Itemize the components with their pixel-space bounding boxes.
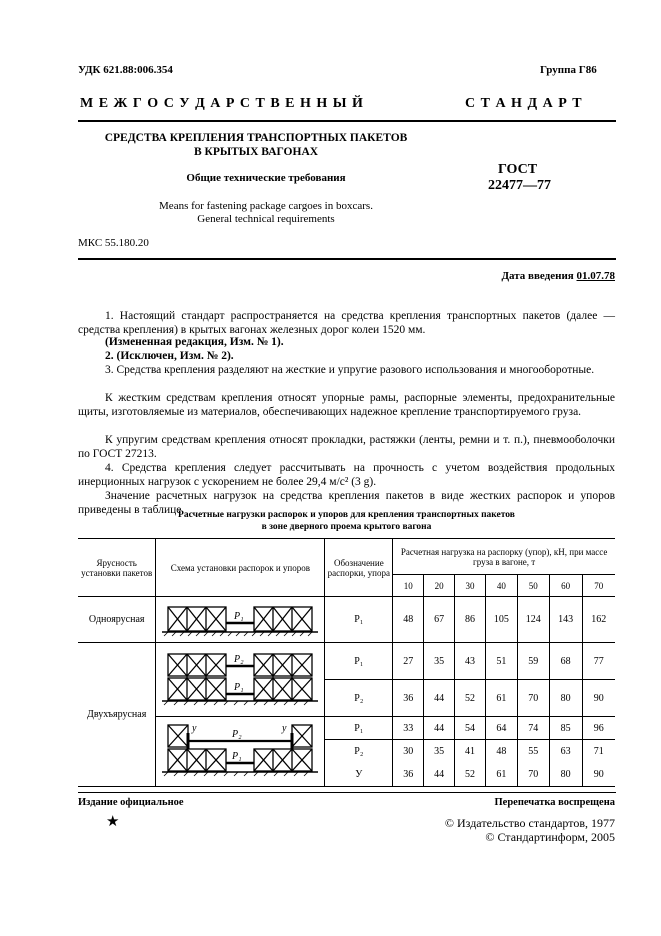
row-6-v40: 61: [485, 763, 517, 786]
row-1-v70: 162: [582, 597, 615, 643]
paragraph-4: К жестким средствам крепления относят упорные рамы, распорные элементы, предохранительные щиты, изготовляемые из материалов, обеспечивающих надежное крепление транспортируемого груза.: [78, 392, 615, 418]
row-5-v30: 41: [455, 740, 486, 763]
label-p1: P₁: [234, 611, 244, 622]
copyright-2: © Стандартинформ, 2005: [485, 830, 615, 844]
row-1-v10: 48: [393, 597, 424, 643]
row-3-v60: 80: [549, 680, 582, 717]
row-1-v20: 67: [424, 597, 455, 643]
banner-left: М Е Ж Г О С У Д А Р С Т В Е Н Н Ы Й: [80, 96, 364, 111]
label-p1: P₁: [234, 681, 244, 693]
row-6-v20: 44: [424, 763, 455, 786]
row-2-label: Р₁: [325, 643, 393, 680]
mks-code: МКС 55.180.20: [78, 237, 149, 249]
row-2-v60: 68: [549, 643, 582, 680]
row-3-v10: 36: [393, 680, 424, 717]
date-label: Дата введения: [501, 270, 574, 282]
title-line2: В КРЫТЫХ ВАГОНАХ: [193, 146, 319, 158]
row-4-label: Р₁: [325, 717, 393, 740]
row-6-v60: 80: [549, 763, 582, 786]
paragraph-1-note: (Измененная редакция, Изм. № 1).: [105, 336, 284, 348]
row-5-label: Р₂: [325, 740, 393, 763]
udk-code: УДК 621.88:006.354: [78, 64, 173, 76]
tier-double: Двухъярусная: [78, 643, 156, 787]
title-rule: [78, 258, 616, 260]
star-icon: ★: [106, 814, 120, 830]
loads-table: [78, 538, 615, 787]
row-1-v40: 105: [485, 597, 517, 643]
label-p2: P₂: [232, 729, 242, 740]
mass-30: 30: [455, 575, 486, 597]
scheme-double-1: [156, 643, 325, 717]
row-3-v40: 61: [485, 680, 517, 717]
row-2-v20: 35: [424, 643, 455, 680]
scheme-double-2: [156, 717, 325, 787]
row-4-v50: 74: [517, 717, 549, 740]
header-tier: Ярусность установки пакетов: [78, 539, 156, 597]
header-load: Расчетная нагрузка на распорку (упор), кН, при массе груза в вагоне, т: [393, 539, 615, 575]
row-4-v40: 64: [485, 717, 517, 740]
title-en1: Means for fastening package cargoes in boxcars.: [159, 200, 373, 212]
title-en2: General technical requirements: [197, 213, 335, 225]
row-3-v20: 44: [424, 680, 455, 717]
mass-70: 70: [582, 575, 615, 597]
scheme-double-1-diagram: [156, 644, 324, 716]
row-6-v10: 36: [393, 763, 424, 786]
table-caption-1: Расчетные нагрузки распорок и упоров для крепления транспортных пакетов: [178, 510, 515, 520]
tier-single: Одноярусная: [78, 597, 156, 643]
title-line1: СРЕДСТВА КРЕПЛЕНИЯ ТРАНСПОРТНЫХ ПАКЕТОВ: [104, 132, 408, 144]
row-4-v20: 44: [424, 717, 455, 740]
row-1-label: Р₁: [325, 597, 393, 643]
row-5-v70: 71: [582, 740, 615, 763]
gost-label: ГОСТ: [498, 162, 538, 177]
row-4-v60: 85: [549, 717, 582, 740]
row-2-v10: 27: [393, 643, 424, 680]
row-5-v40: 48: [485, 740, 517, 763]
row-6-label: У: [325, 763, 393, 786]
paragraph-2: 2. (Исключен, Изм. № 2).: [105, 350, 234, 362]
date-value: 01.07.78: [576, 270, 615, 282]
row-3-v70: 90: [582, 680, 615, 717]
scheme-single-diagram: [156, 597, 324, 642]
row-6-v50: 70: [517, 763, 549, 786]
paragraph-6: 4. Средства крепления следует рассчитывать на прочность с учетом воздействия продольных инерционных нагрузок с ускорением не более 29,4 м/с² (3 g).: [78, 462, 615, 488]
row-3-v30: 52: [455, 680, 486, 717]
paragraph-1: 1. Настоящий стандарт распространяется на средства крепления транспортных пакетов (далее — средства крепления) в крытых вагонах железных дорог колеи 1520 мм.: [78, 310, 615, 336]
effective-date: [400, 270, 615, 282]
row-2-v30: 43: [455, 643, 486, 680]
row-5-v10: 30: [393, 740, 424, 763]
copyright-1: © Издательство стандартов, 1977: [444, 816, 615, 830]
group-code: Группа Г86: [540, 64, 597, 76]
row-5-v60: 63: [549, 740, 582, 763]
row-6-v70: 90: [582, 763, 615, 786]
row-4-v10: 33: [393, 717, 424, 740]
row-4-v70: 96: [582, 717, 615, 740]
row-3-v50: 70: [517, 680, 549, 717]
mass-20: 20: [424, 575, 455, 597]
gost-number: 22477—77: [488, 178, 551, 193]
scheme-double-2-diagram: [156, 717, 324, 786]
mass-10: 10: [393, 575, 424, 597]
footer-rule: [78, 792, 616, 793]
row-6-v30: 52: [455, 763, 486, 786]
title-subtitle: Общие технические требования: [186, 172, 346, 184]
row-3-label: Р₂: [325, 680, 393, 717]
scheme-single: [156, 597, 325, 643]
banner-right: С Т А Н Д А Р Т: [465, 96, 583, 111]
top-rule: [78, 120, 616, 122]
paragraph-5: К упругим средствам крепления относят прокладки, растяжки (ленты, ремни и т. п.), пневмооболочки по ГОСТ 27213.: [78, 434, 615, 460]
table-caption-2: в зоне дверного проема крытого вагона: [261, 522, 432, 532]
header-label: Обозначение распорки, упора: [325, 539, 393, 597]
row-1-v50: 124: [517, 597, 549, 643]
mass-50: 50: [517, 575, 549, 597]
header-scheme: Схема установки распорок и упоров: [156, 539, 325, 597]
row-1-v30: 86: [455, 597, 486, 643]
row-2-v40: 51: [485, 643, 517, 680]
row-5-v20: 35: [424, 740, 455, 763]
official-edition: Издание официальное: [78, 797, 184, 808]
row-4-v30: 54: [455, 717, 486, 740]
label-p2: P₂: [234, 653, 244, 665]
row-5-v50: 55: [517, 740, 549, 763]
row-2-v50: 59: [517, 643, 549, 680]
row-1-v60: 143: [549, 597, 582, 643]
row-2-v70: 77: [582, 643, 615, 680]
mass-40: 40: [485, 575, 517, 597]
label-p1: P₁: [232, 751, 242, 762]
reprint-notice: Перепечатка воспрещена: [494, 797, 615, 808]
label-y-right: y: [282, 723, 287, 734]
label-y-left: y: [192, 723, 197, 734]
mass-60: 60: [549, 575, 582, 597]
paragraph-7: Значение расчетных нагрузок на средства крепления пакетов в виде жестких распорок и упоров приведены в таблице.: [78, 490, 615, 516]
paragraph-3: 3. Средства крепления разделяют на жесткие и упругие разового использования и многооборотные.: [105, 364, 595, 376]
